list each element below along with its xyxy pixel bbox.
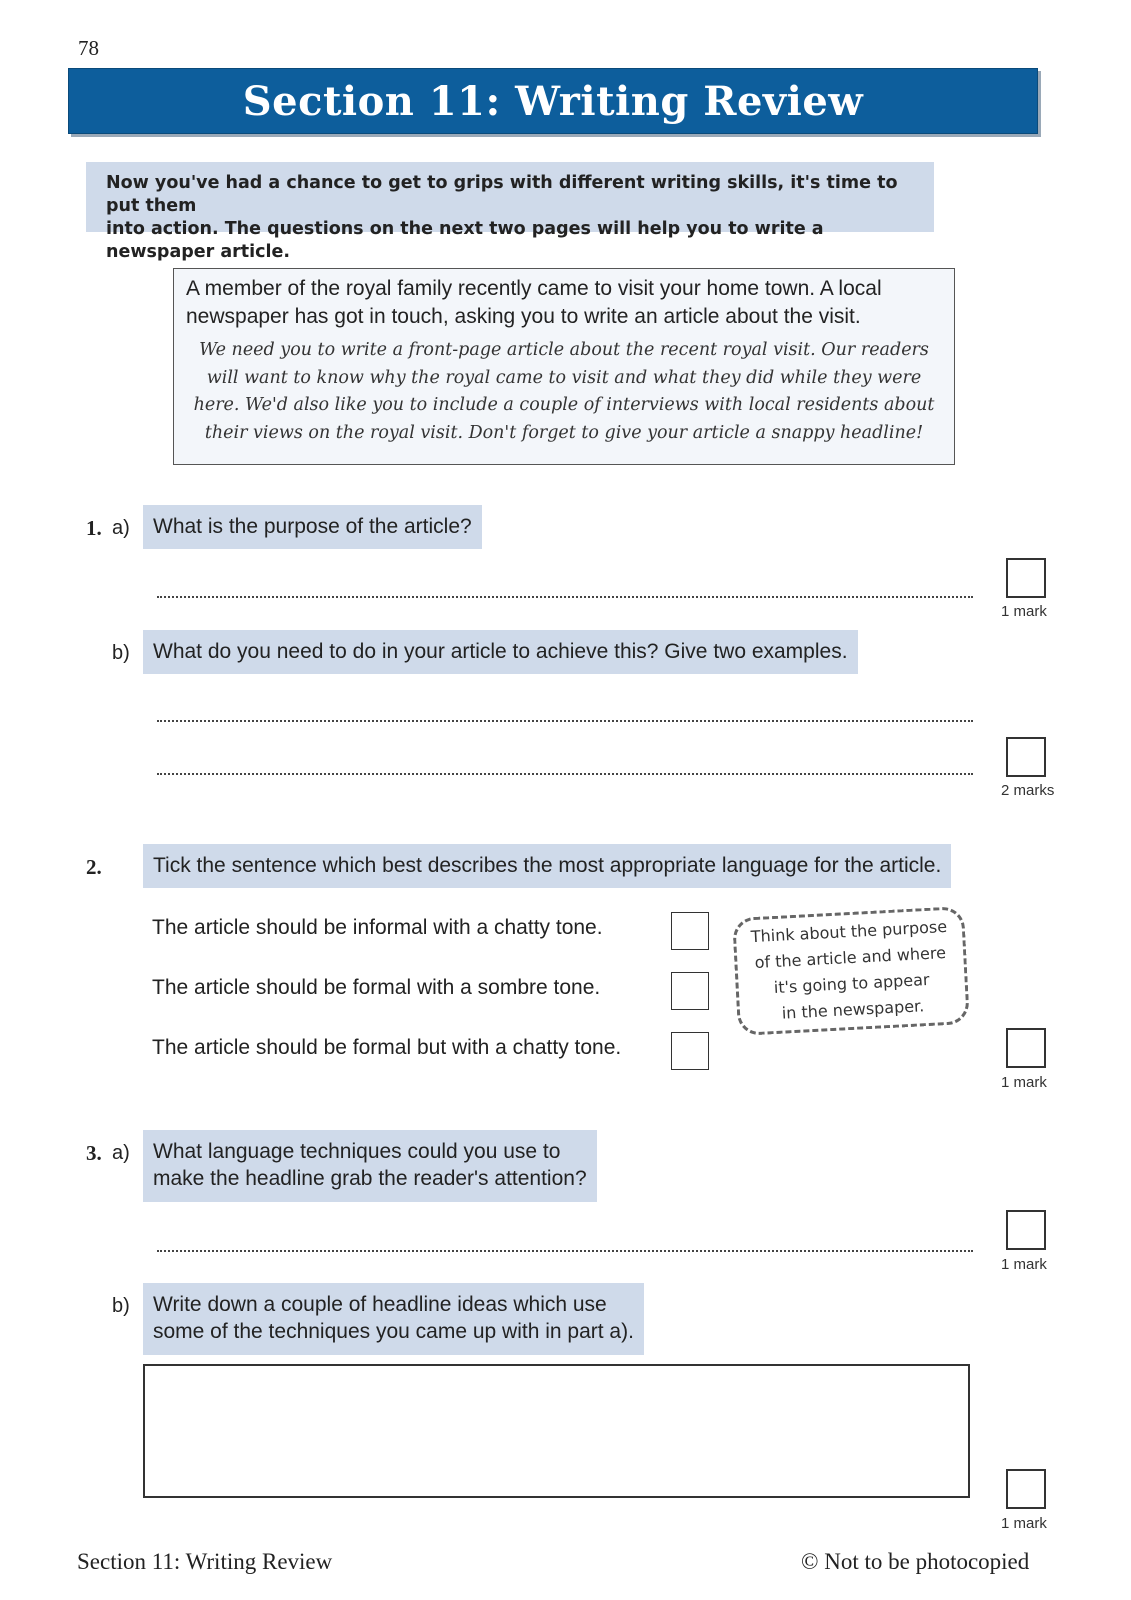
q3a-answer-line[interactable] [157,1250,973,1252]
q1b-mark-box[interactable] [1006,737,1046,777]
q3b-mark-box[interactable] [1006,1469,1046,1509]
q2-option-1-checkbox[interactable] [671,912,709,950]
section-banner [68,68,1038,134]
q3a-question-line-1: What language techniques could you use to [153,1140,561,1163]
q3a-label: a) [112,1142,130,1164]
q3b-question-line-2: some of the techniques you came up with in part a). [153,1320,634,1343]
q3a-mark-box[interactable] [1006,1210,1046,1250]
q1a-marks: 1 mark [1001,603,1047,620]
footer-copyright: © Not to be photocopied [801,1549,1030,1574]
hint-bubble [732,906,970,1036]
footer-section-title: Section 11: Writing Review [77,1549,333,1574]
task-quote-line-1: We need you to write a front-page article about the recent royal visit. Our readers [199,340,929,360]
q1b-question: What do you need to do in your article to achieve this? Give two examples. [143,630,858,674]
q3a-marks: 1 mark [1001,1256,1047,1273]
q3b-answer-box[interactable] [143,1364,970,1498]
q2-option-1: The article should be informal with a chatty tone. [152,916,603,939]
task-quote-line-4: their views on the royal visit. Don't forget to give your article a snappy headline! [204,422,924,443]
q1-number: 1. [86,516,102,540]
page-title: Section 11: Writing Review [242,77,864,125]
q3a-question-line-2: make the headline grab the reader's attention? [153,1167,587,1190]
q1a-question: What is the purpose of the article? [143,505,482,549]
q2-option-3-checkbox[interactable] [671,1032,709,1070]
q2-option-2: The article should be formal with a sombre tone. [152,976,601,999]
q3-number: 3. [86,1141,102,1165]
q3a-question [143,1130,597,1202]
hint-line-3: it's going to appear [773,969,930,998]
task-lead-line-2: newspaper has got in touch, asking you to write an article about the visit. [186,305,861,328]
hint-line-1: Think about the purpose [750,916,948,947]
task-quote-line-3: here. We'd also like you to include a couple of interviews with local residents about [193,395,935,415]
q1b-marks: 2 marks [1001,782,1055,799]
q3b-question [143,1283,644,1355]
intro-line-1: Now you've had a chance to get to grips with different writing skills, it's time to put them [106,173,898,216]
hint-line-2: of the article and where [754,943,947,973]
task-box [173,268,955,465]
q3b-question-line-1: Write down a couple of headline ideas which use [153,1293,607,1316]
intro-line-2: into action. The questions on the next two pages will help you to write a newspaper article. [106,219,824,262]
page-number: 78 [78,36,99,60]
q2-option-2-checkbox[interactable] [671,972,709,1010]
q2-mark-box[interactable] [1006,1028,1046,1068]
task-quote-line-2: will want to know why the royal came to visit and what they did while they were [206,367,922,388]
q1b-answer-line-1[interactable] [157,720,973,722]
q2-question: Tick the sentence which best describes the most appropriate language for the article. [143,844,951,888]
intro-box [86,162,934,262]
q3b-marks: 1 mark [1001,1515,1047,1532]
q2-number: 2. [86,855,102,879]
q3b-label: b) [112,1295,130,1317]
q1a-mark-box[interactable] [1006,558,1046,598]
q1b-answer-line-2[interactable] [157,773,973,775]
task-lead-line-1: A member of the royal family recently came to visit your home town. A local [186,277,882,300]
task-quote [186,337,942,447]
q1b-label: b) [112,642,130,664]
q2-marks: 1 mark [1001,1074,1047,1091]
hint-line-4: in the newspaper. [781,996,925,1023]
q2-option-3: The article should be formal but with a chatty tone. [152,1036,622,1059]
q1a-label: a) [112,517,130,539]
q1a-answer-line[interactable] [157,596,973,598]
